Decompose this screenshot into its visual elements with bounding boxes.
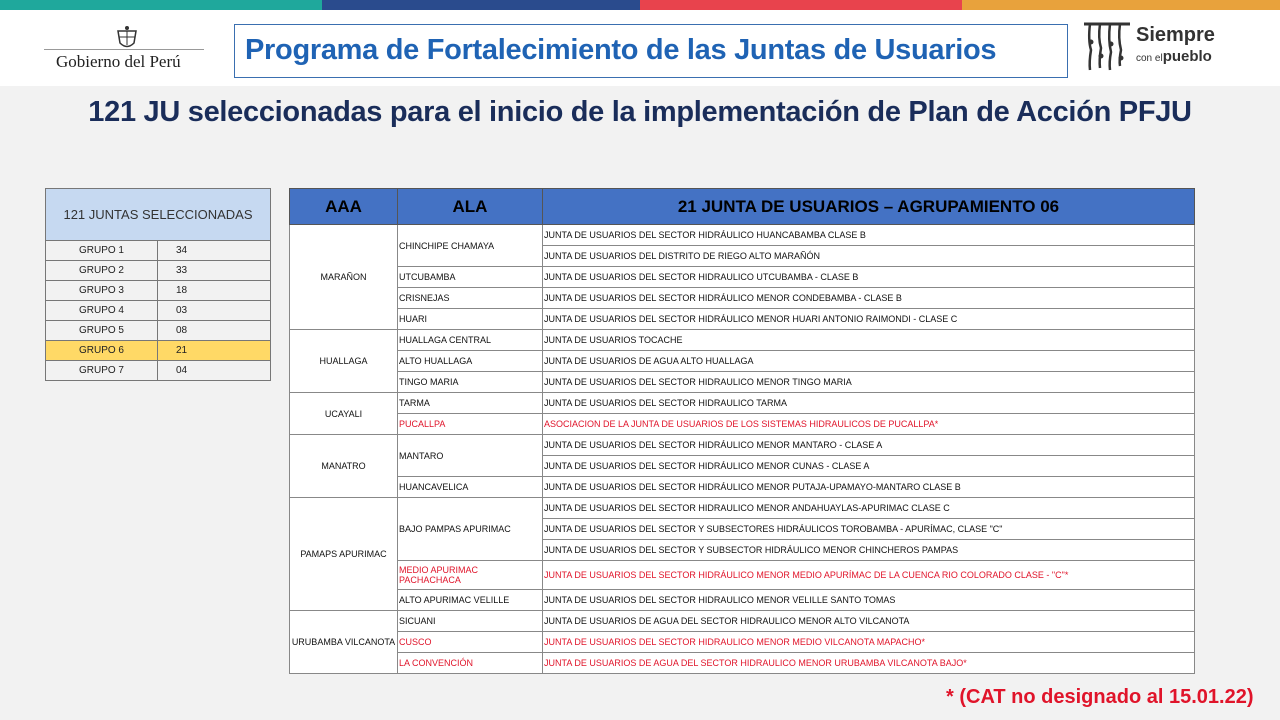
- ala-cell: HUALLAGA CENTRAL: [398, 330, 543, 351]
- ju-cell: JUNTA DE USUARIOS DEL SECTOR HIDRAULICO MENOR TINGO MARIA: [543, 372, 1195, 393]
- aaa-cell: UCAYALI: [290, 393, 398, 435]
- ala-cell: ALTO APURIMAC VELILLE: [398, 590, 543, 611]
- summary-table: [45, 188, 271, 381]
- ju-cell: JUNTA DE USUARIOS DEL SECTOR HIDRAULICO MENOR VELILLE SANTO TOMAS: [543, 590, 1195, 611]
- ju-cell-flagged: ASOCIACION DE LA JUNTA DE USUARIOS DE LOS SISTEMAS HIDRAULICOS DE PUCALLPA*: [543, 414, 1195, 435]
- col-header-ala: ALA: [398, 189, 543, 225]
- ala-cell: CRISNEJAS: [398, 288, 543, 309]
- ju-cell: JUNTA DE USUARIOS DEL SECTOR HIDRAULICO TARMA: [543, 393, 1195, 414]
- stripe-navy: [322, 0, 640, 10]
- ala-cell-flagged: MEDIO APURIMAC PACHACHACA: [398, 561, 543, 590]
- group-value: 08: [158, 321, 271, 341]
- group-name: GRUPO 7: [46, 361, 158, 381]
- ju-cell: JUNTA DE USUARIOS DEL SECTOR HIDRAULICO UTCUBAMBA - CLASE B: [543, 267, 1195, 288]
- group-name: GRUPO 5: [46, 321, 158, 341]
- program-title: Programa de Fortalecimiento de las Juntas de Usuarios: [245, 34, 997, 66]
- summary-row: [46, 241, 271, 261]
- brand-line2: pueblo: [1162, 48, 1212, 65]
- group-name: GRUPO 1: [46, 241, 158, 261]
- ala-cell: MANTARO: [398, 435, 543, 477]
- ala-cell: HUARI: [398, 309, 543, 330]
- aaa-cell: MARAÑON: [290, 225, 398, 330]
- ju-cell: JUNTA DE USUARIOS TOCACHE: [543, 330, 1195, 351]
- ju-cell: JUNTA DE USUARIOS DEL SECTOR HIDRÁULICO MENOR CUNAS - CLASE A: [543, 456, 1195, 477]
- summary-row: [46, 281, 271, 301]
- group-name: GRUPO 3: [46, 281, 158, 301]
- ala-cell: TINGO MARIA: [398, 372, 543, 393]
- ju-cell: JUNTA DE USUARIOS DE AGUA ALTO HUALLAGA: [543, 351, 1195, 372]
- ala-cell: CHINCHIPE CHAMAYA: [398, 225, 543, 267]
- ju-cell: JUNTA DE USUARIOS DEL SECTOR HIDRÁULICO HUANCABAMBA CLASE B: [543, 225, 1195, 246]
- col-header-ju: 21 JUNTA DE USUARIOS – AGRUPAMIENTO 06: [543, 189, 1195, 225]
- ju-cell: JUNTA DE USUARIOS DEL SECTOR HIDRAULICO MENOR ANDAHUAYLAS-APURIMAC CLASE C: [543, 498, 1195, 519]
- ju-cell-flagged: JUNTA DE USUARIOS DE AGUA DEL SECTOR HIDRAULICO MENOR URUBAMBA VILCANOTA BAJO*: [543, 653, 1195, 674]
- ju-cell: JUNTA DE USUARIOS DEL SECTOR HIDRÁULICO MENOR PUTAJA-UPAMAYO-MANTARO CLASE B: [543, 477, 1195, 498]
- ala-cell: HUANCAVELICA: [398, 477, 543, 498]
- ju-cell: JUNTA DE USUARIOS DEL SECTOR HIDRÁULICO MENOR HUARI ANTONIO RAIMONDI - CLASE C: [543, 309, 1195, 330]
- summary-header: 121 JUNTAS SELECCIONADAS: [46, 189, 271, 241]
- summary-row-highlighted: [46, 341, 271, 361]
- group-value: 04: [158, 361, 271, 381]
- stripe-orange: [962, 0, 1280, 10]
- slide-subtitle: 121 JU seleccionadas para el inicio de la implementación de Plan de Acción PFJU: [88, 96, 1192, 128]
- coat-of-arms-icon: [114, 25, 140, 51]
- siempre-con-el-pueblo-logo: [1082, 18, 1252, 78]
- aaa-cell: HUALLAGA: [290, 330, 398, 393]
- summary-row: [46, 261, 271, 281]
- brand-line2-small: con el: [1136, 53, 1163, 64]
- ju-cell-flagged: JUNTA DE USUARIOS DEL SECTOR HIDRÁULICO MENOR MEDIO APURÍMAC DE LA CUENCA RIO COLORADO CLASE - "C"*: [543, 561, 1195, 590]
- group-value: 03: [158, 301, 271, 321]
- ala-cell: ALTO HUALLAGA: [398, 351, 543, 372]
- stripe-teal: [0, 0, 322, 10]
- stripe-red: [640, 0, 962, 10]
- footnote: * (CAT no designado al 15.01.22): [946, 686, 1254, 708]
- ala-cell-flagged: LA CONVENCIÓN: [398, 653, 543, 674]
- ala-cell: SICUANI: [398, 611, 543, 632]
- top-color-stripe: [0, 0, 1280, 10]
- summary-row: [46, 301, 271, 321]
- logo-divider: [44, 49, 204, 50]
- gobierno-peru-logo: [44, 22, 214, 74]
- group-name: GRUPO 4: [46, 301, 158, 321]
- ju-cell: JUNTA DE USUARIOS DE AGUA DEL SECTOR HIDRAULICO MENOR ALTO VILCANOTA: [543, 611, 1195, 632]
- summary-row: [46, 361, 271, 381]
- col-header-aaa: AAA: [290, 189, 398, 225]
- aaa-cell: PAMAPS APURIMAC: [290, 498, 398, 611]
- brand-line2-wrap: [1136, 48, 1212, 65]
- group-value: 33: [158, 261, 271, 281]
- brand-line1: Siempre: [1136, 24, 1215, 46]
- group-value: 18: [158, 281, 271, 301]
- ala-cell: BAJO PAMPAS APURIMAC: [398, 498, 543, 561]
- ju-cell: JUNTA DE USUARIOS DEL SECTOR Y SUBSECTORES HIDRÁULICOS TOROBAMBA - APURÍMAC, CLASE "C": [543, 519, 1195, 540]
- ju-cell: JUNTA DE USUARIOS DEL SECTOR HIDRÁULICO MENOR MANTARO - CLASE A: [543, 435, 1195, 456]
- ala-cell: TARMA: [398, 393, 543, 414]
- aaa-cell: MANATRO: [290, 435, 398, 498]
- quipu-icon: [1082, 20, 1132, 74]
- ala-cell: UTCUBAMBA: [398, 267, 543, 288]
- program-title-box: [234, 24, 1068, 78]
- ala-cell-flagged: PUCALLPA: [398, 414, 543, 435]
- ju-cell: JUNTA DE USUARIOS DEL DISTRITO DE RIEGO ALTO MARAÑÓN: [543, 246, 1195, 267]
- group-name: GRUPO 6: [46, 341, 158, 361]
- ala-cell-flagged: CUSCO: [398, 632, 543, 653]
- aaa-cell: URUBAMBA VILCANOTA: [290, 611, 398, 674]
- group-value: 34: [158, 241, 271, 261]
- ju-cell-flagged: JUNTA DE USUARIOS DEL SECTOR HIDRAULICO MENOR MEDIO VILCANOTA MAPACHO*: [543, 632, 1195, 653]
- summary-row: [46, 321, 271, 341]
- juntas-table: [289, 188, 1195, 674]
- group-value: 21: [158, 341, 271, 361]
- ju-cell: JUNTA DE USUARIOS DEL SECTOR Y SUBSECTOR HIDRÁULICO MENOR CHINCHEROS PAMPAS: [543, 540, 1195, 561]
- gov-logo-text: Gobierno del Perú: [56, 52, 181, 71]
- ju-cell: JUNTA DE USUARIOS DEL SECTOR HIDRÁULICO MENOR CONDEBAMBA - CLASE B: [543, 288, 1195, 309]
- group-name: GRUPO 2: [46, 261, 158, 281]
